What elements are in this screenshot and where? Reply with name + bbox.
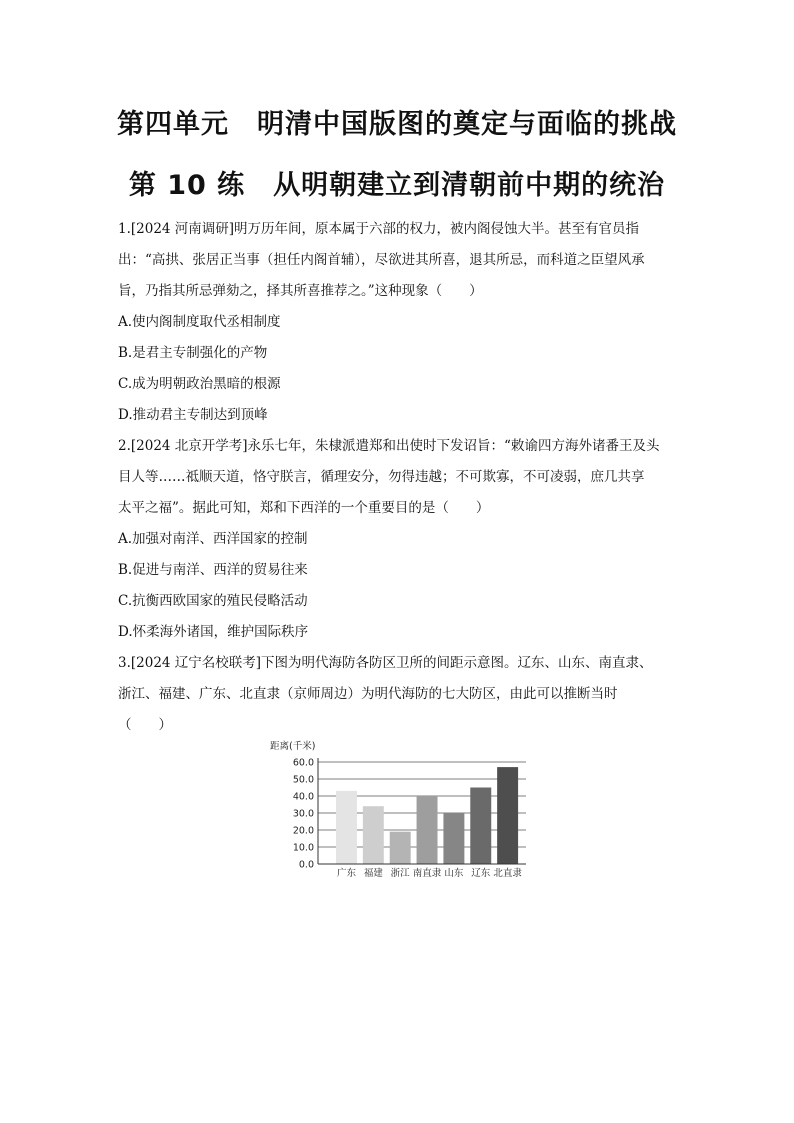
bar-7	[497, 767, 518, 864]
question-1-option-d: D.推动君主专制达到顶峰	[118, 407, 268, 423]
chart-bars	[336, 767, 518, 864]
x-tick-label: 浙江	[390, 868, 410, 879]
question-2-line-3: 太平之福”。据此可知，郑和下西洋的一个重要目的是（ ）	[118, 500, 490, 516]
question-1-line-3: 旨，乃指其所忌弹劾之，择其所喜推荐之。”这种现象（ ）	[118, 283, 483, 299]
y-tick-label: 30.0	[292, 808, 314, 820]
question-2-option-a: A.加强对南洋、西洋国家的控制	[118, 531, 308, 547]
x-tick-label: 广东	[336, 868, 356, 879]
bar-6	[470, 788, 491, 865]
question-3-line-3: （ ）	[118, 717, 172, 733]
coastal-defense-bar-chart	[262, 738, 532, 883]
bar-4	[417, 796, 438, 864]
question-2-option-b: B.促进与南洋、西洋的贸易往来	[118, 562, 308, 578]
y-tick-label: 0.0	[298, 859, 314, 871]
x-tick-label: 南直隶	[412, 868, 442, 879]
x-tick-label: 辽东	[471, 868, 491, 879]
bar-2	[363, 806, 384, 864]
question-1-option-a: A.使内阁制度取代丞相制度	[118, 314, 281, 330]
unit-title: 第四单元 明清中国版图的奠定与面临的挑战	[117, 109, 677, 140]
x-axis-categories	[337, 867, 522, 879]
x-tick-label: 福建	[363, 868, 383, 879]
y-axis-label: 距离(千米)	[270, 741, 316, 752]
y-axis-ticks	[293, 758, 314, 871]
lesson-title: 第 10 练 从明朝建立到清朝前中期的统治	[128, 170, 666, 201]
bar-1	[336, 791, 357, 864]
bar-3	[390, 832, 411, 864]
bar-5	[443, 813, 464, 864]
x-tick-label: 北直隶	[493, 868, 522, 879]
question-1-line-2: 出：“高拱、张居正当事（担任内阁首辅），尽欲进其所喜，退其所忌，而科道之臣望风承	[118, 252, 645, 268]
y-tick-label: 10.0	[292, 842, 314, 854]
question-3-line-1: 3.[2024 辽宁名校联考]下图为明代海防各防区卫所的间距示意图。辽东、山东、南直隶、	[118, 655, 653, 671]
y-tick-label: 40.0	[292, 791, 314, 803]
question-3-line-2: 浙江、福建、广东、北直隶（京师周边）为明代海防的七大防区，由此可以推断当时	[118, 686, 618, 702]
question-2-option-c: C.抗衡西欧国家的殖民侵略活动	[118, 593, 308, 609]
y-tick-label: 50.0	[292, 774, 314, 786]
question-1-option-c: C.成为明朝政治黑暗的根源	[118, 376, 281, 392]
y-tick-label: 60.0	[292, 757, 314, 769]
question-2-line-2: 目人等……祗顺天道，恪守朕言，循理安分，勿得违越；不可欺寡，不可凌弱，庶几共享	[118, 469, 645, 485]
x-tick-label: 山东	[444, 868, 464, 879]
y-tick-label: 20.0	[292, 825, 314, 837]
question-2-option-d: D.怀柔海外诸国，维护国际秩序	[118, 624, 309, 640]
question-1-option-b: B.是君主专制强化的产物	[118, 345, 268, 361]
question-1-line-1: 1.[2024 河南调研]明万历年间，原本属于六部的权力，被内阁侵蚀大半。甚至有官员指	[118, 221, 640, 237]
question-2-line-1: 2.[2024 北京开学考]永乐七年，朱棣派遣郑和出使时下发诏旨：“敕谕四方海外诸番王及头	[118, 438, 660, 454]
